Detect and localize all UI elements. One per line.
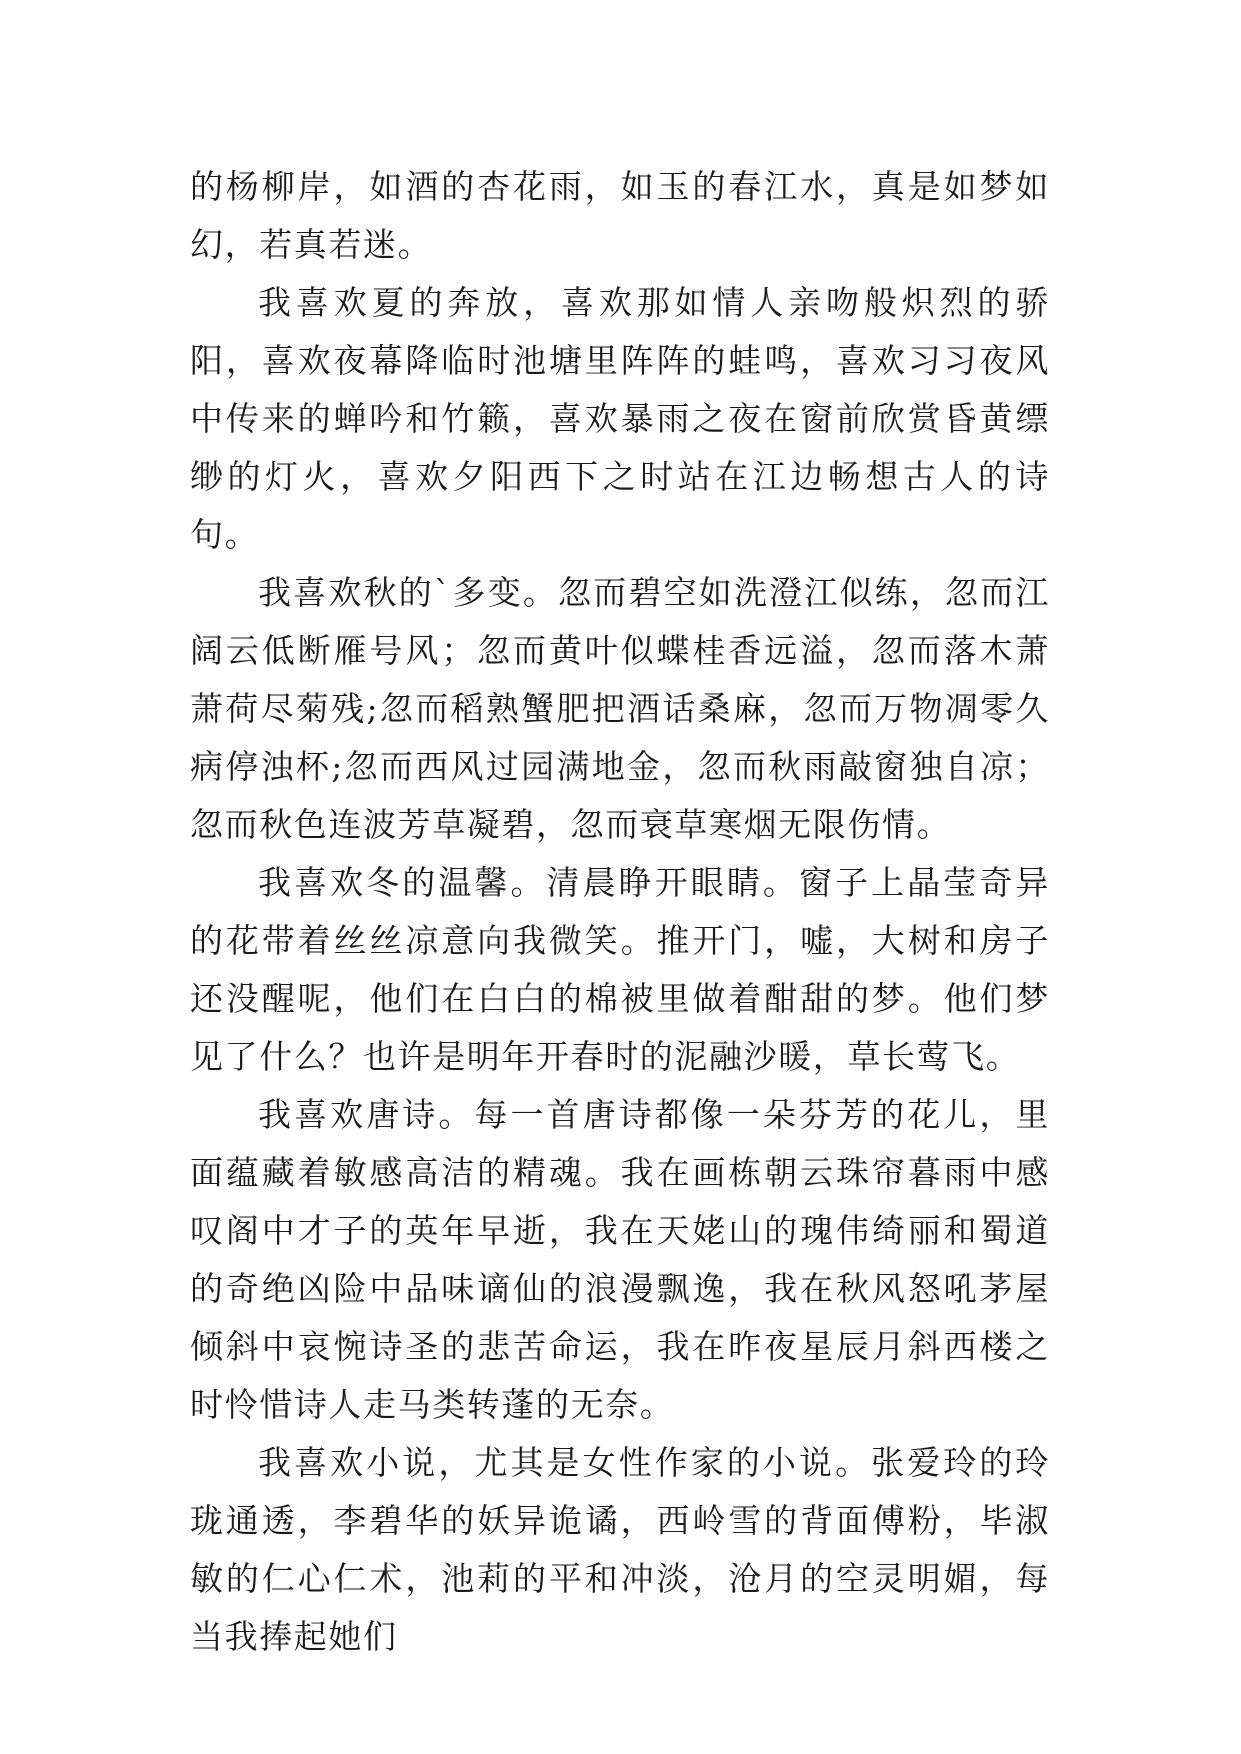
paragraph-spring-ending: 的杨柳岸，如酒的杏花雨，如玉的春江水，真是如梦如幻，若真若迷。 (190, 167, 1050, 264)
document-body (190, 158, 1050, 1666)
paragraph-tang-poetry: 我喜欢唐诗。每一首唐诗都像一朵芬芳的花儿，里面蕴藏着敏感高洁的精魂。我在画栋朝云珠帘暮雨中感叹阁中才子的英年早逝，我在天姥山的瑰伟绮丽和蜀道的奇绝凶险中品味谪仙的浪漫飘逸，我在秋风怒吼茅屋倾斜中哀惋诗圣的悲苦命运，我在昨夜星辰月斜西楼之时怜惜诗人走马类转蓬的无奈。 (190, 1095, 1050, 1424)
paragraph-summer: 我喜欢夏的奔放，喜欢那如情人亲吻般炽烈的骄阳，喜欢夜幕降临时池塘里阵阵的蛙鸣，喜欢习习夜风中传来的蝉吟和竹籁，喜欢暴雨之夜在窗前欣赏昏黄缥缈的灯火，喜欢夕阳西下之时站在江边畅想古人的诗句。 (190, 283, 1050, 554)
paragraph-winter: 我喜欢冬的温馨。清晨睁开眼睛。窗子上晶莹奇异的花带着丝丝凉意向我微笑。推开门，嘘，大树和房子还没醒呢，他们在白白的棉被里做着酣甜的梦。他们梦见了什么？也许是明年开春时的泥融沙暖，草长莺飞。 (190, 863, 1050, 1076)
paragraph-novels: 我喜欢小说，尤其是女性作家的小说。张爱玲的玲珑通透，李碧华的妖异诡谲，西岭雪的背面傅粉，毕淑敏的仁心仁术，池莉的平和冲淡，沧月的空灵明媚，每当我捧起她们 (190, 1443, 1050, 1656)
paragraph-autumn: 我喜欢秋的`多变。忽而碧空如洗澄江似练，忽而江阔云低断雁号风；忽而黄叶似蝶桂香远溢，忽而落木萧萧荷尽菊残;忽而稻熟蟹肥把酒话桑麻，忽而万物凋零久病停浊杯;忽而西风过园满地金，忽而秋雨敲窗独自凉；忽而秋色连波芳草凝碧，忽而衰草寒烟无限伤情。 (190, 573, 1050, 844)
